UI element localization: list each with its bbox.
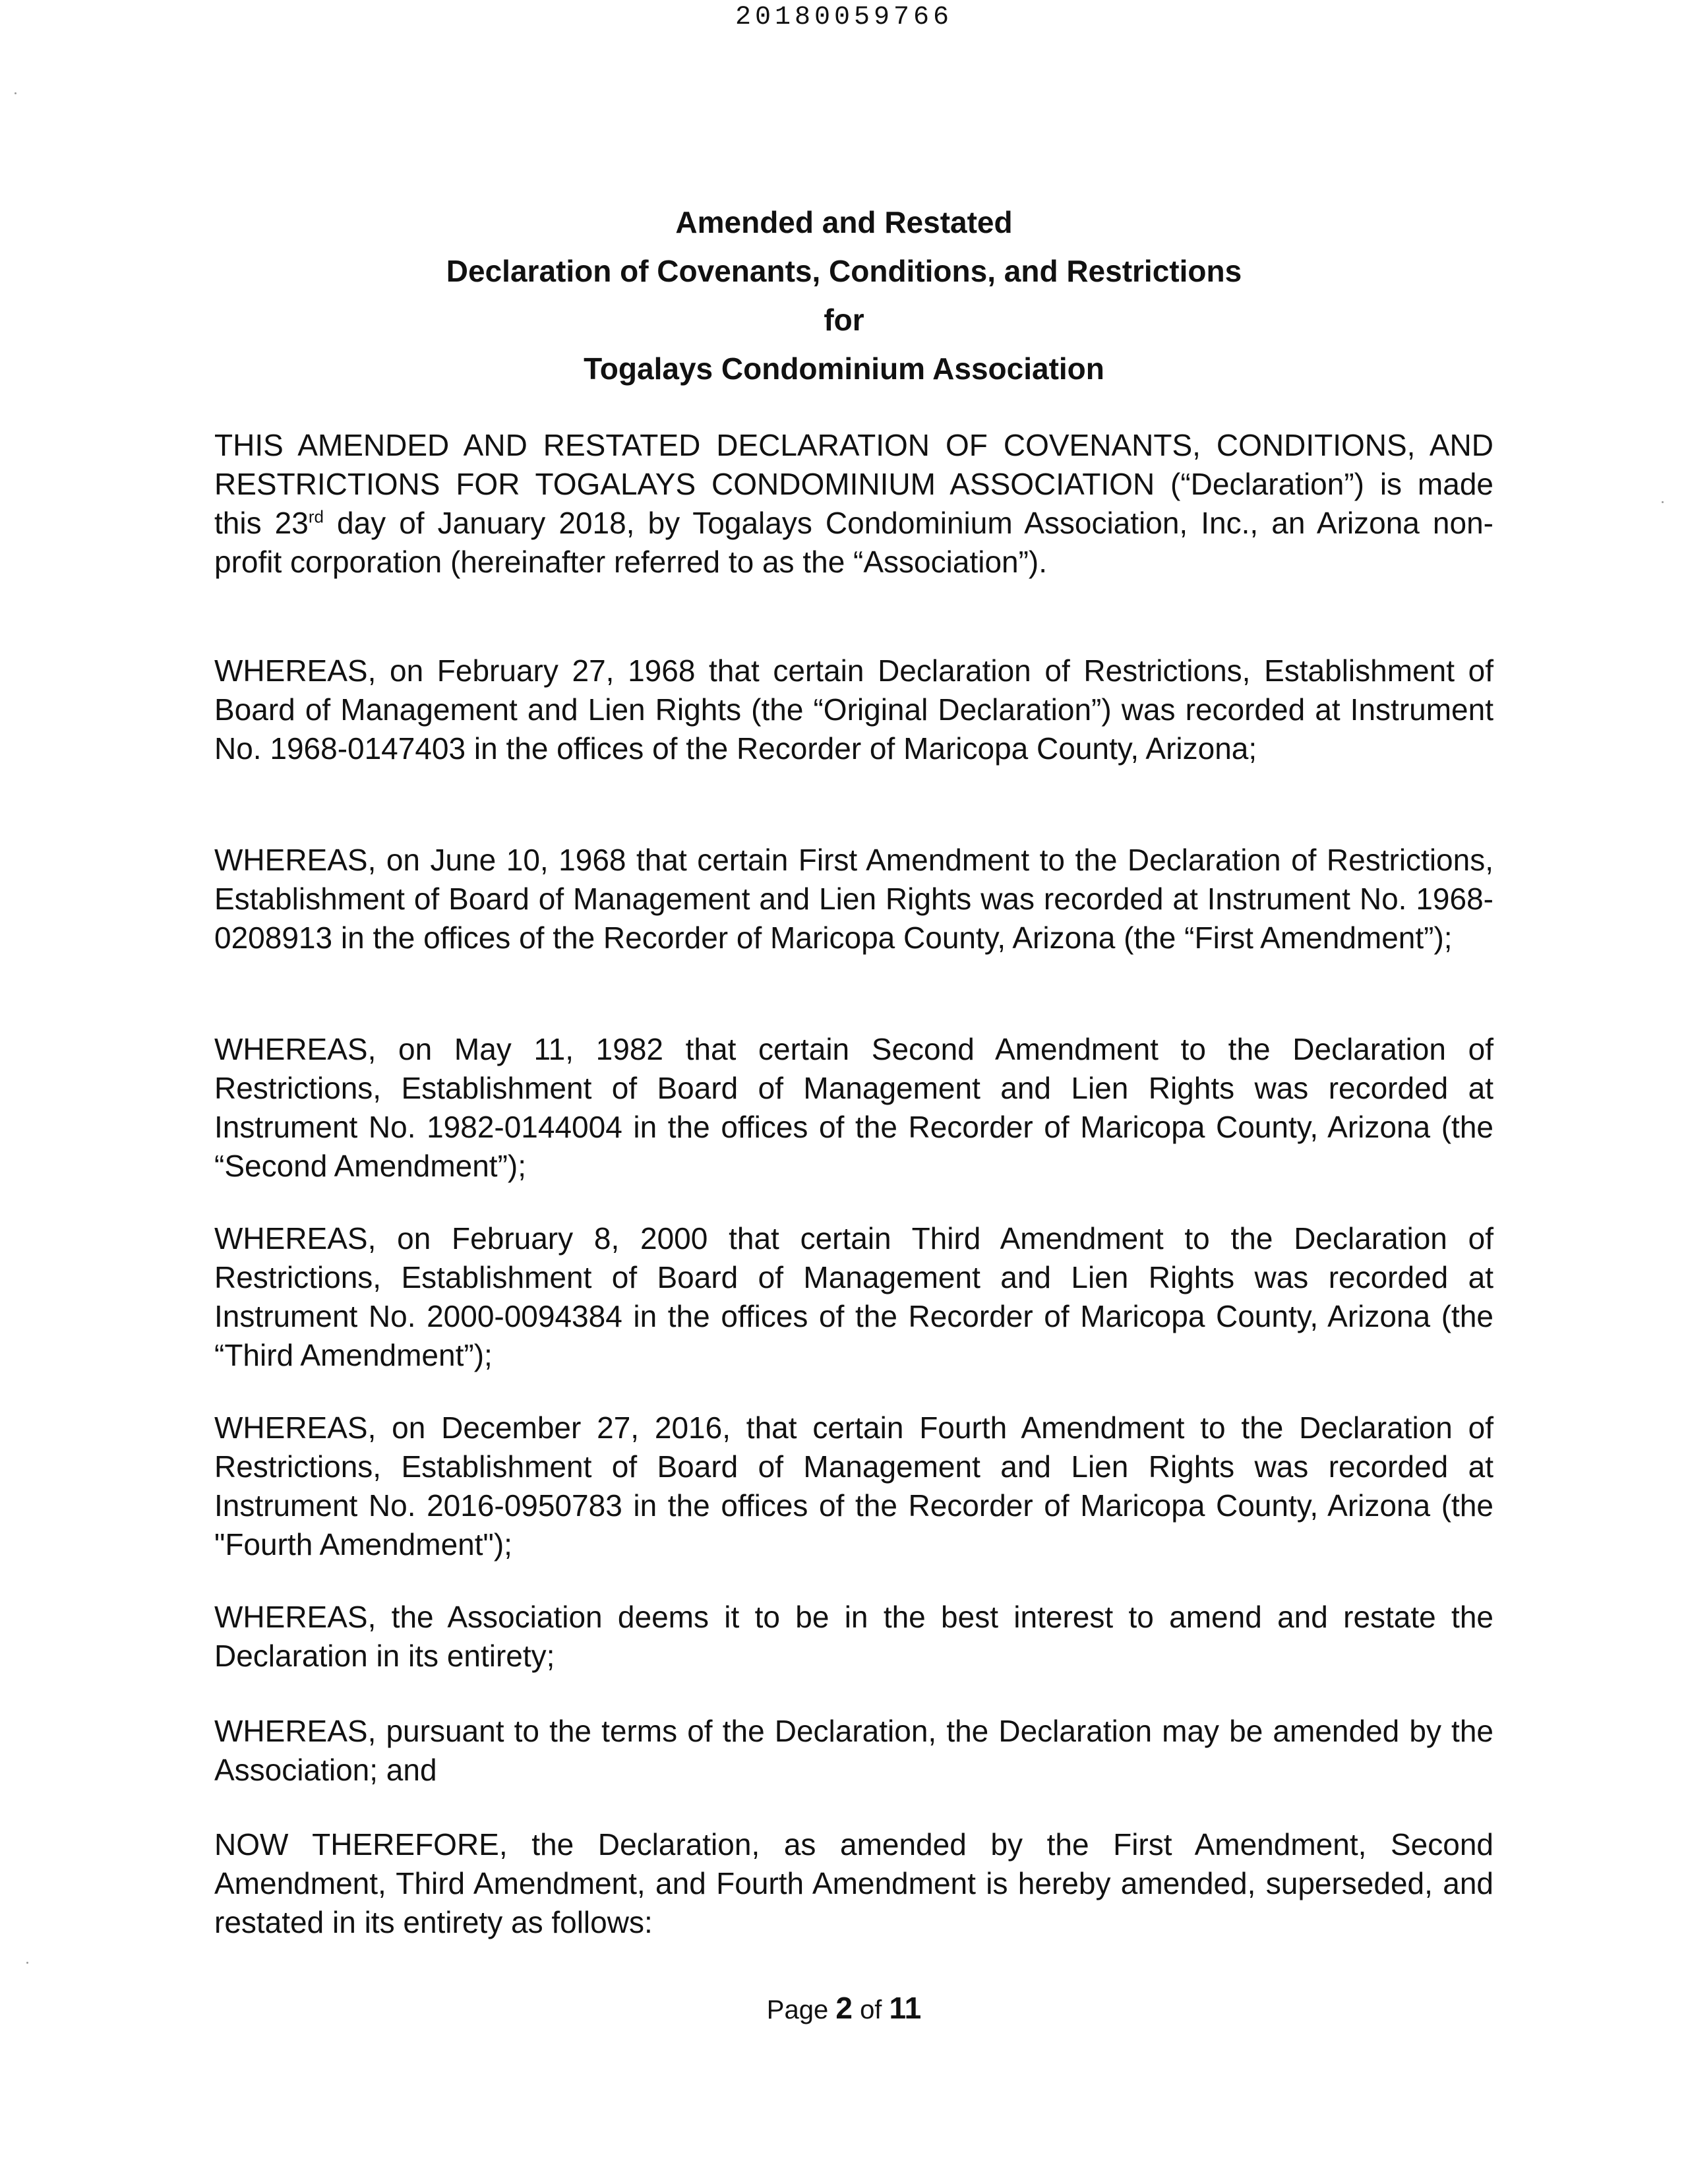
- page-number: 2: [835, 1991, 853, 2025]
- title-line-1: Amended and Restated: [675, 205, 1013, 239]
- whereas-second-amendment: WHEREAS, on May 11, 1982 that certain Second Amendment to the Declaration of Restrictions, Establishment of Board of Management and Lien Rights was recorded at Instrument No. 1982-0144004 in the offices of the Recorder of Maricopa County, Arizona (the “Second Amendment”);: [214, 1032, 1493, 1183]
- page-label: Page: [766, 1995, 829, 2024]
- title-line-4: Togalays Condominium Association: [584, 351, 1104, 386]
- document-title: [0, 198, 1688, 393]
- title-line-3: for: [824, 303, 864, 337]
- total-pages: 11: [889, 1991, 922, 2025]
- recording-number: 20180059766: [735, 3, 953, 32]
- intro-text-cont: day of January 2018, by Togalays Condominium Association, Inc., an Arizona non-profit corporation (hereinafter referred to as the “Association”).: [214, 506, 1493, 579]
- intro-text: THIS AMENDED AND RESTATED DECLARATION OF COVENANTS, CONDITIONS, AND RESTRICTIONS FOR TOGALAYS CONDOMINIUM ASSOCIATION (“Declaration”) is made this 23: [214, 428, 1493, 540]
- whereas-third-amendment: WHEREAS, on February 8, 2000 that certain Third Amendment to the Declaration of Restrictions, Establishment of Board of Management and Lien Rights was recorded at Instrument No. 2000-0094384 in the offices of the Recorder of Maricopa County, Arizona (the “Third Amendment”);: [214, 1221, 1493, 1372]
- scan-speck: [15, 92, 16, 94]
- of-label: of: [860, 1995, 882, 2024]
- intro-paragraph: [214, 426, 1493, 582]
- title-line-2: Declaration of Covenants, Conditions, and Restrictions: [446, 254, 1242, 288]
- whereas-fourth-amendment: WHEREAS, on December 27, 2016, that certain Fourth Amendment to the Declaration of Restrictions, Establishment of Board of Management and Lien Rights was recorded at Instrument No. 2016-0950783 in the offices of the Recorder of Maricopa County, Arizona (the "Fourth Amendment");: [214, 1410, 1493, 1562]
- page-footer: [0, 1990, 1688, 2026]
- whereas-first-amendment: WHEREAS, on June 10, 1968 that certain First Amendment to the Declaration of Restrictions, Establishment of Board of Management and Lien Rights was recorded at Instrument No. 1968-0208913 in the offices of the Recorder of Maricopa County, Arizona (the “First Amendment”);: [214, 843, 1493, 955]
- now-therefore-paragraph: NOW THEREFORE, the Declaration, as amended by the First Amendment, Second Amendment, Third Amendment, and Fourth Amendment is hereby amended, superseded, and restated in its entirety as follows:: [214, 1827, 1493, 1939]
- scan-speck: [26, 1962, 28, 1964]
- scan-speck: [1662, 501, 1664, 503]
- whereas-may-be-amended: WHEREAS, pursuant to the terms of the Declaration, the Declaration may be amended by the Association; and: [214, 1714, 1493, 1787]
- ordinal-suffix: rd: [308, 506, 324, 527]
- whereas-best-interest: WHEREAS, the Association deems it to be in the best interest to amend and restate the Declaration in its entirety;: [214, 1600, 1493, 1673]
- whereas-original-declaration: WHEREAS, on February 27, 1968 that certain Declaration of Restrictions, Establishment of Board of Management and Lien Rights (the “Original Declaration”) was recorded at Instrument No. 1968-0147403 in the offices of the Recorder of Maricopa County, Arizona;: [214, 653, 1493, 766]
